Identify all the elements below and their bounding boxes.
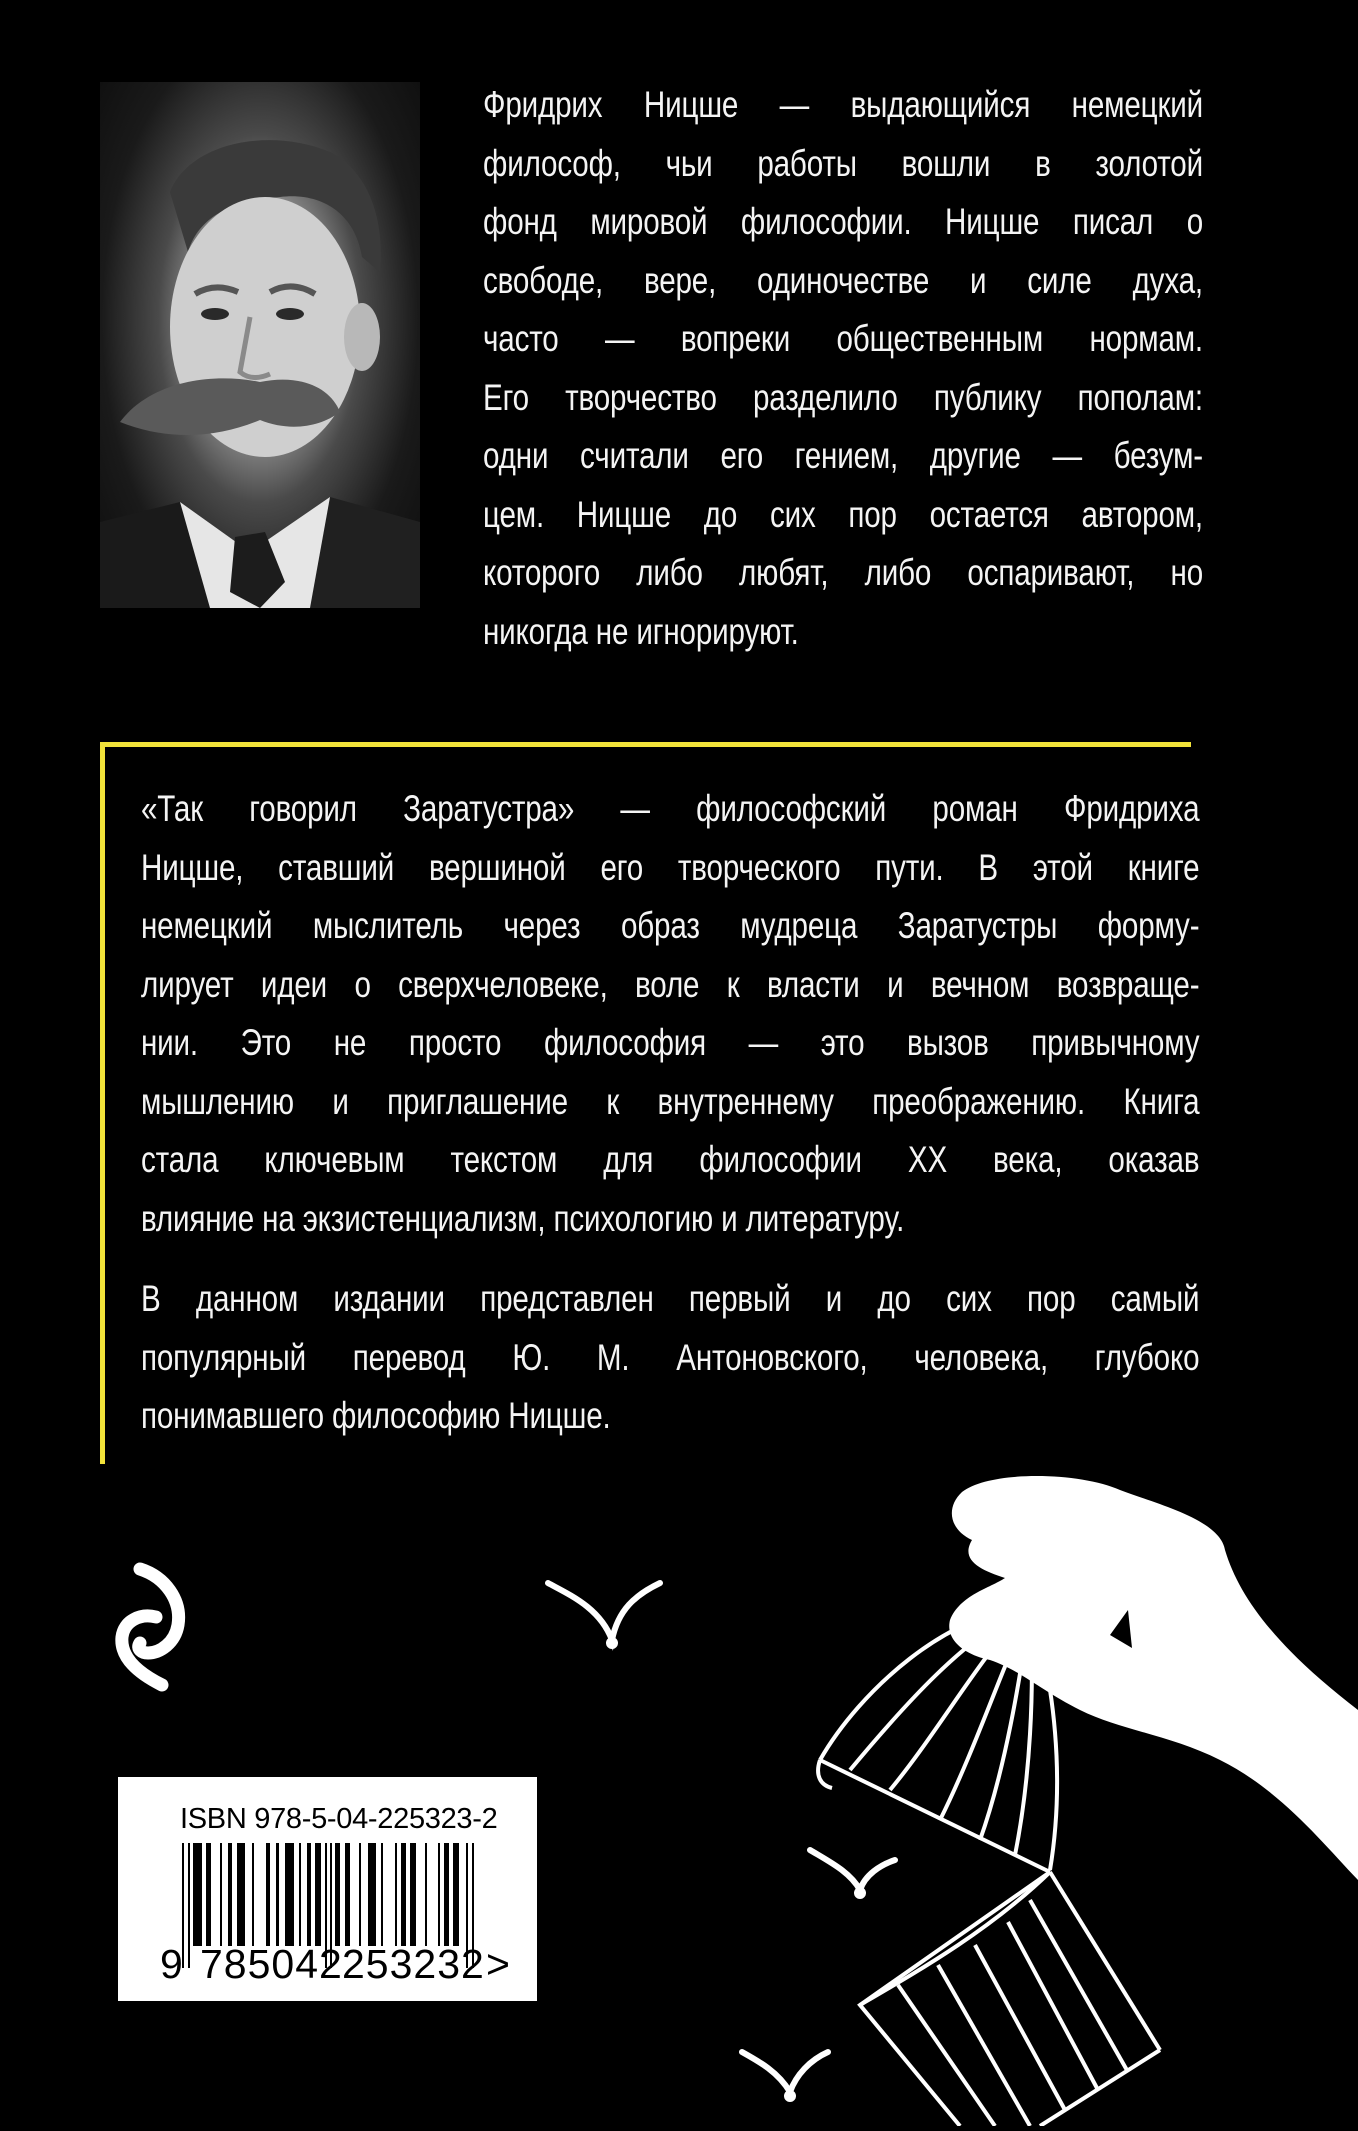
description-line: Ницше, ставший вершиной его творческого пути. В этой книге (141, 846, 1200, 888)
description-line: немецкий мыслитель через образ мудреца Заратустры форму- (141, 905, 1200, 946)
bio-line: одни считали его гением, другие — безум- (483, 435, 1203, 476)
edition-line: понимавшего философию Ницше. (141, 1395, 611, 1436)
edition-note (141, 1270, 1358, 1446)
isbn-digit-prefix: 9 (160, 1941, 184, 1987)
author-photo (100, 82, 420, 608)
portrait-illustration (100, 82, 420, 608)
hand-birdcage-icon (520, 1460, 1358, 2131)
bio-line: свободе, вере, одиночестве и силе духа, (483, 259, 1203, 301)
bio-line: часто — вопреки общественным нормам. (483, 318, 1203, 359)
bio-line: философ, чьи работы вошли в золотой (483, 142, 1203, 184)
bio-line: Его творчество разделило публику пополам: (483, 376, 1203, 418)
eksmo-logo-icon (110, 1555, 190, 1700)
isbn-label: ISBN 978-5-04-225323-2 (180, 1803, 498, 1835)
description-line: лирует идеи о сверхчеловеке, воле к власти и вечном возвраще- (141, 963, 1200, 1005)
bio-line: Фридрих Ницше — выдающийся немецкий (483, 84, 1203, 125)
bio-line: которого либо любят, либо оспаривают, но (483, 552, 1203, 593)
isbn-quiet-zone-mark: > (486, 1941, 511, 1987)
description-line: стала ключевым текстом для философии XX века, оказав (141, 1139, 1200, 1180)
book-description (141, 780, 1358, 1248)
description-line: влияние на экзистенциализм, психологию и литературу. (141, 1197, 905, 1239)
bio-line: цем. Ницше до сих пор остается автором, (483, 493, 1203, 535)
description-line: мышлению и приглашение к внутреннему преображению. Книга (141, 1080, 1200, 1122)
edition-line: В данном издании представлен первый и до сих пор самый (141, 1278, 1200, 1319)
author-bio (483, 76, 1358, 661)
isbn-digits-left: 785042 (200, 1941, 343, 1987)
bio-line: никогда не игнорируют. (483, 610, 799, 652)
accent-bracket-top (100, 742, 1191, 747)
edition-line: популярный перевод Ю. М. Антоновского, человека, глубоко (141, 1336, 1200, 1378)
isbn-digits-right: 253232 (342, 1941, 485, 1987)
isbn-barcode (118, 1777, 537, 2001)
description-line: «Так говорил Заратустра» — философский роман Фридриха (141, 788, 1200, 829)
description-line: нии. Это не просто философия — это вызов привычному (141, 1022, 1200, 1063)
accent-bracket-left (100, 742, 105, 1464)
bio-line: фонд мировой философии. Ницше писал о (483, 201, 1203, 242)
